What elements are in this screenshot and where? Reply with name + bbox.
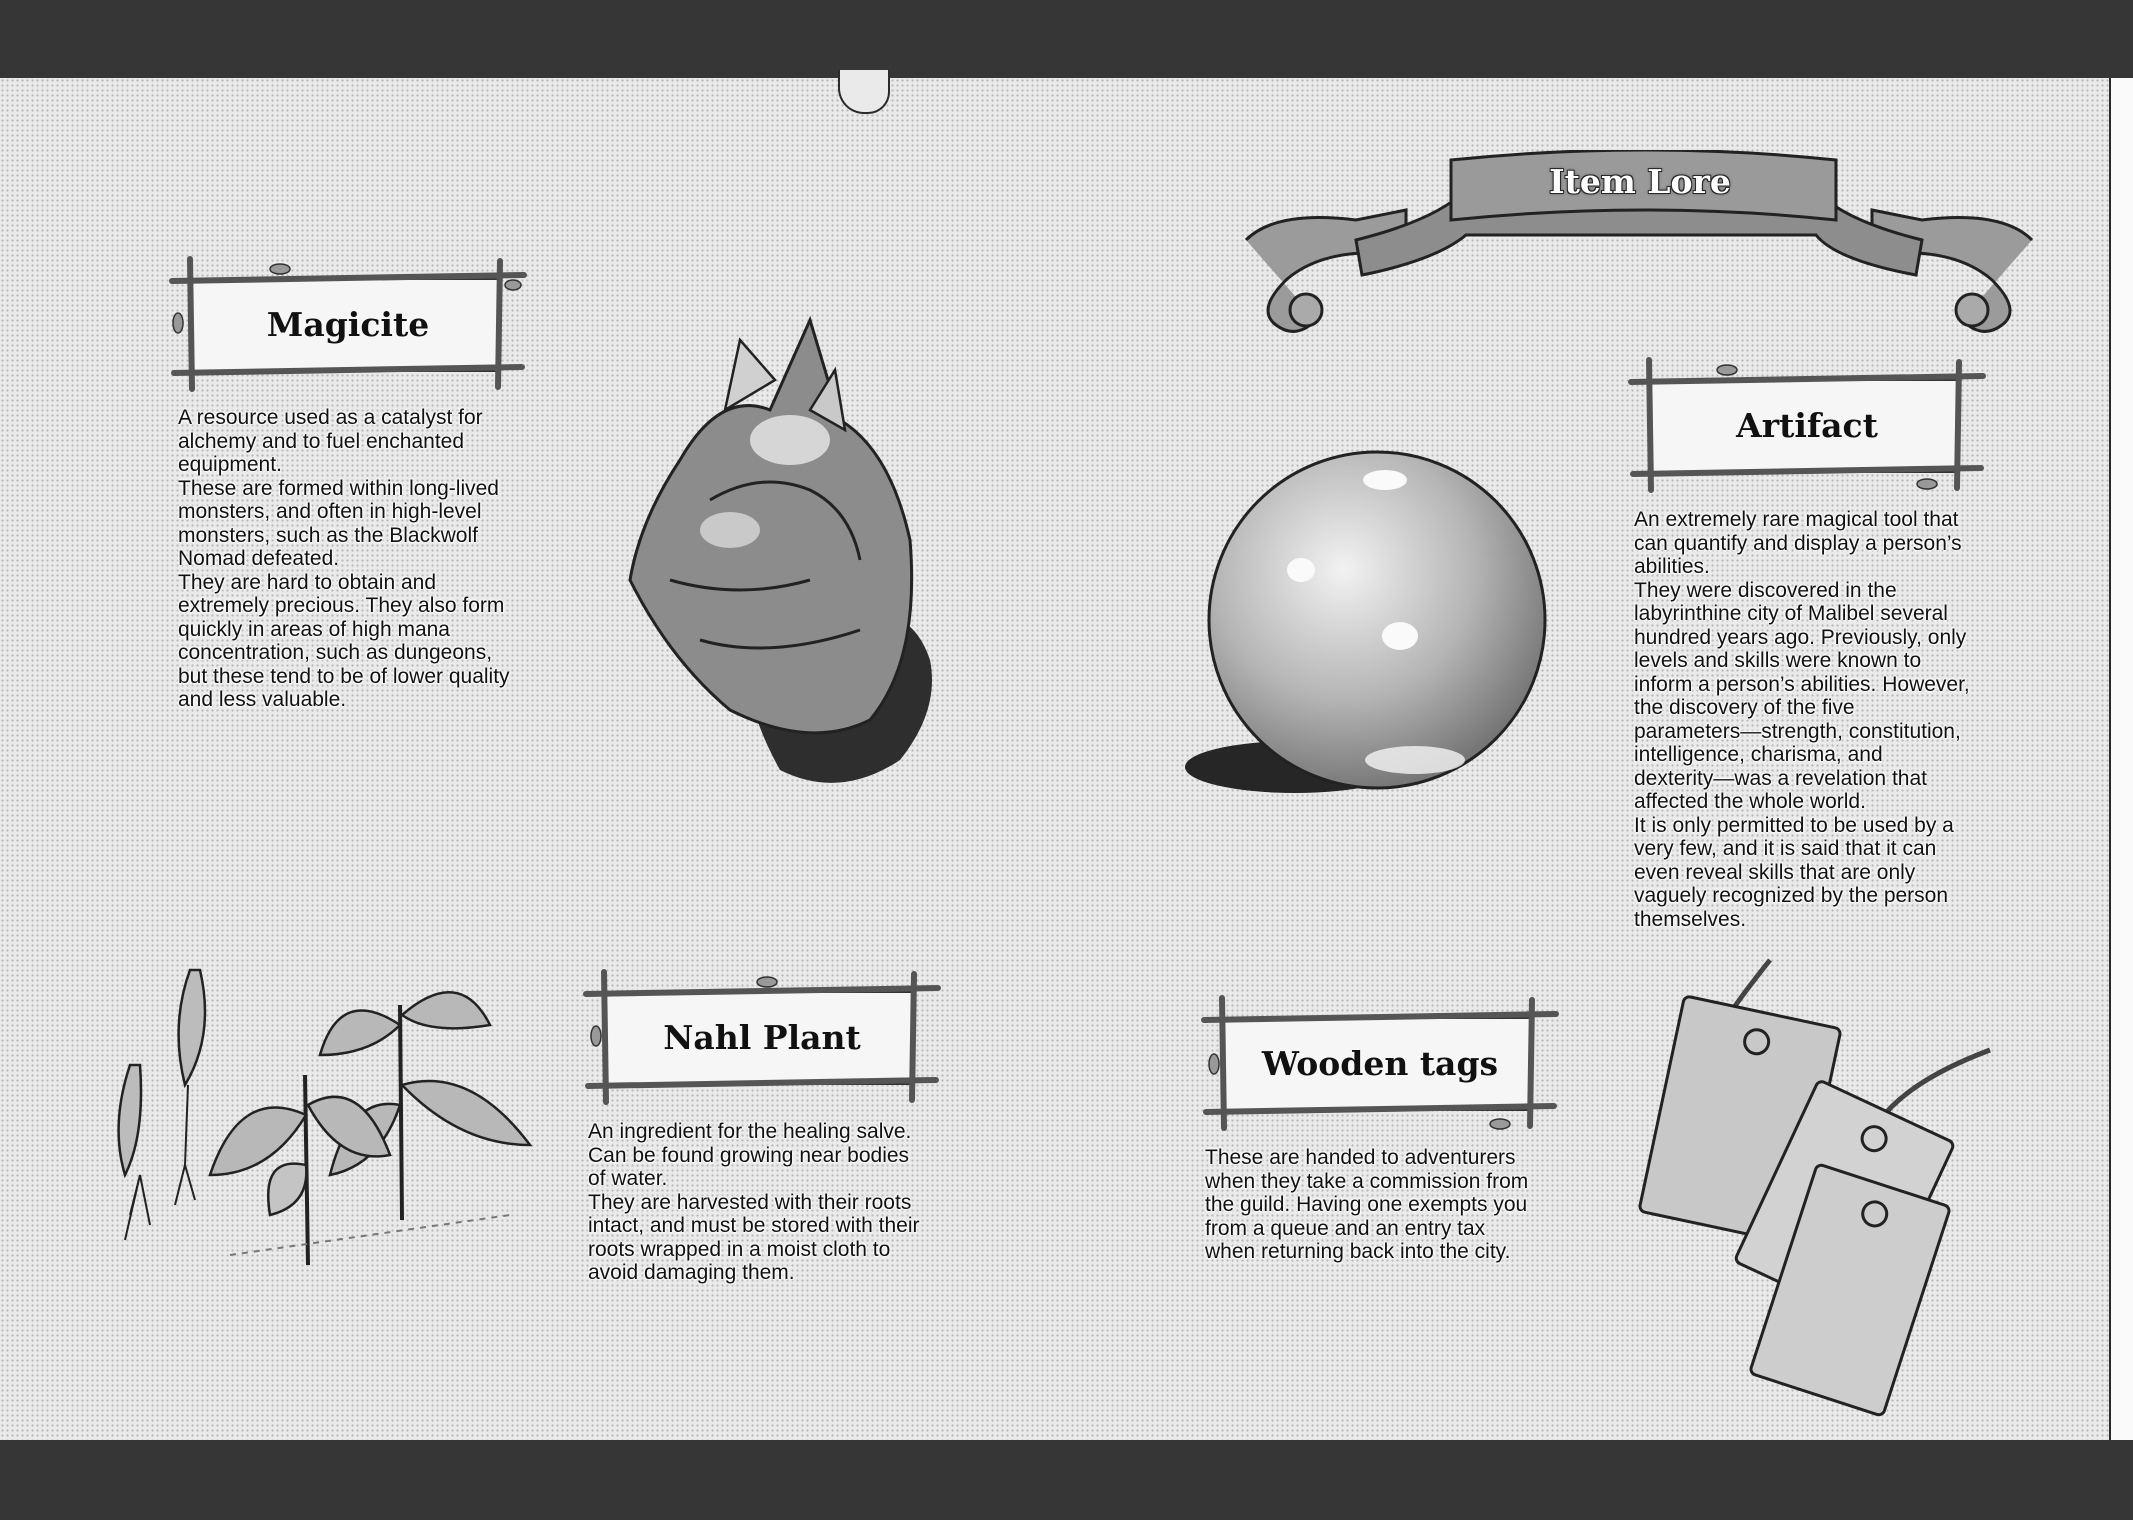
item-title: Nahl Plant xyxy=(663,1018,861,1057)
wooden-tags-description: These are handed to adventurers when they take a commission from the guild. Having one exempts you from a queue and an entry tax when returning back into the city. xyxy=(1205,1146,1529,1263)
wooden-tags-icon xyxy=(1620,950,2010,1420)
artifact-label xyxy=(1627,356,1987,496)
parchment-edge xyxy=(2109,78,2133,1440)
magicite-crystal-icon xyxy=(610,300,950,800)
nahl-plant-description: An ingredient for the healing salve. Can be found growing near bodies of water. They are harvested with their roots intact, and must be stored with their roots wrapped in a moist cloth to avoid damaging them. xyxy=(588,1120,920,1284)
magicite-label xyxy=(168,255,528,395)
item-title: Wooden tags xyxy=(1261,1044,1499,1083)
nahl-plant-label xyxy=(582,968,942,1108)
artifact-sphere-icon xyxy=(1185,440,1585,800)
page-title: Item Lore xyxy=(1549,162,1731,201)
item-title: Artifact xyxy=(1736,406,1878,445)
paper-tear xyxy=(838,70,890,114)
magicite-description: A resource used as a catalyst for alchemy and to fuel enchanted equipment. These are formed within long-lived monsters, and often in high-level monsters, such as the Blackwolf Nomad defeated. They are hard to obtain and extremely precious. They also form quickly in areas of high mana concentration, such as dungeons, but these tend to be of lower quality and less valuable. xyxy=(178,406,510,711)
nahl-plant-icon xyxy=(70,965,550,1310)
top-border xyxy=(0,0,2133,78)
artifact-description: An extremely rare magical tool that can quantify and display a person’s abilities. They were discovered in the labyrinthine city of Malibel several hundred years ago. Previously, only levels and skills were known to inform a person’s abilities. However, the discovery of the five parameters—strength, constitution, intelligence, charisma, and dexterity—was a revelation that affected the whole world. It is only permitted to be used by a very few, and it is said that it can even reveal skills that are only vaguely recognized by the person themselves. xyxy=(1634,508,1970,931)
bottom-border xyxy=(0,1440,2133,1520)
item-title: Magicite xyxy=(266,305,430,344)
wooden-tags-label xyxy=(1200,994,1560,1134)
